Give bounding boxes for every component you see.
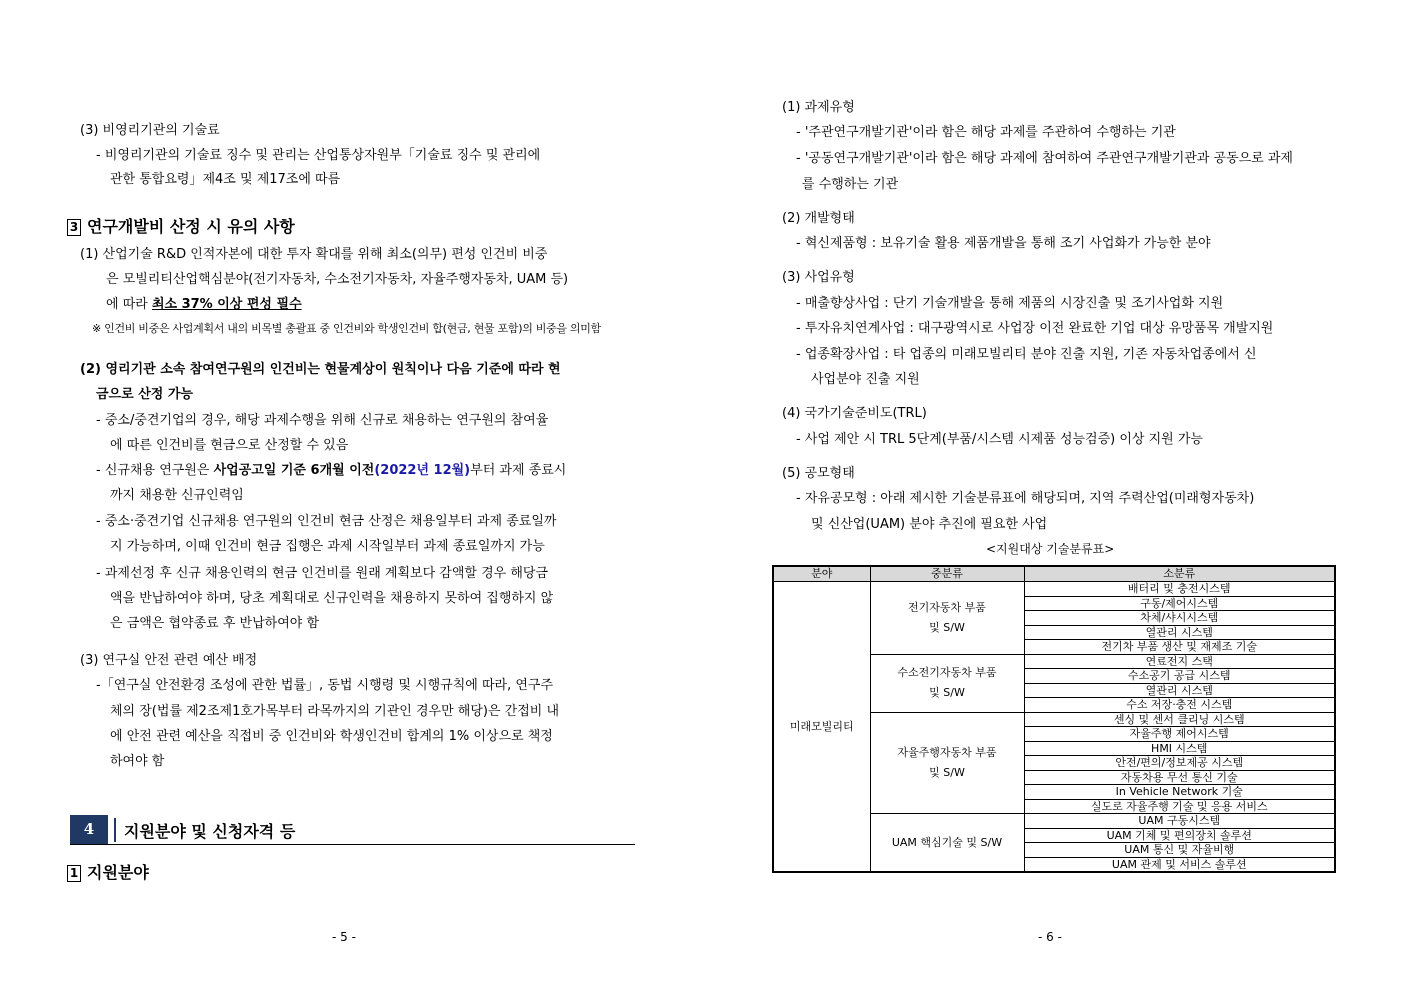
table-header-row: [773, 566, 1335, 582]
tech-classification-table: [772, 565, 1336, 873]
p2-c-1: - 중소·중견기업 신규채용 연구원의 인건비 현금 산정은 채용일부터 과제 종료일까: [96, 514, 557, 529]
p1-line-3-text: 에 따라: [106, 297, 148, 312]
sub-category-cell: 자율주행 제어시스템: [1024, 727, 1335, 742]
r3-line-4: 사업분야 진출 지원: [811, 372, 920, 387]
p3-line-2: 체의 장(법률 제2조제1호가목부터 라목까지의 기관인 경우만 해당)은 간접비 내: [110, 704, 560, 719]
sub-category-cell: UAM 관제 및 서비스 솔루션: [1024, 857, 1335, 872]
r4-line-1: - 사업 제안 시 TRL 5단계(부품/시스템 시제품 성능검증) 이상 지원 가능: [796, 432, 1203, 447]
header-sub: 소분류: [1024, 566, 1335, 582]
section-4-title: 지원분야 및 신청자격 등: [124, 822, 296, 841]
subsection-1-number: 1: [67, 865, 81, 882]
section-3-heading: [67, 218, 295, 236]
s3-line-2: 관한 통합요령」제4조 및 제17조에 따름: [110, 172, 341, 187]
table-row: [773, 582, 1335, 597]
p1-line-1: (1) 산업기술 R&D 인적자본에 대한 투자 확대를 위해 최소(의무) 편성 인건비 비중: [80, 247, 548, 262]
sub-category-cell: 센싱 및 센서 클리닝 시스템: [1024, 712, 1335, 727]
sub-category-cell: HMI 시스템: [1024, 741, 1335, 756]
sub-category-cell: 수소 저장·충전 시스템: [1024, 698, 1335, 713]
sub-category-cell: 전기차 부품 생산 및 재제조 기술: [1024, 640, 1335, 655]
s3-line-1: - 비영리기관의 기술료 징수 및 관리는 산업통상자원부「기술료 징수 및 관리에: [96, 148, 541, 163]
mid-category-line: 및 S/W: [929, 765, 965, 779]
p2-head-2: 금으로 산정 가능: [96, 387, 193, 402]
r1-line-2: - '공동연구개발기관'이라 함은 해당 과제에 참여하여 주관연구개발기관과 공동으로 과제: [796, 151, 1293, 166]
mid-category-cell: [870, 814, 1024, 873]
r3-head: (3) 사업유형: [782, 270, 855, 285]
sub-category-cell: 수소공기 공급 시스템: [1024, 669, 1335, 684]
sub-category-cell: 연료전지 스택: [1024, 654, 1335, 669]
mid-category-line: UAM 핵심기술 및 S/W: [891, 835, 1003, 849]
sub-category-cell: 배터리 및 충전시스템: [1024, 582, 1335, 597]
p2-a-1: - 중소/중견기업의 경우, 해당 과제수행을 위해 신규로 채용하는 연구원의 참여율: [96, 413, 549, 428]
r1-head: (1) 과제유형: [782, 100, 855, 115]
section-4-number: 4: [70, 815, 108, 844]
mid-category-line: 및 S/W: [929, 620, 965, 634]
r4-head: (4) 국가기술준비도(TRL): [782, 406, 927, 421]
page-number-left: - 5 -: [332, 930, 356, 944]
sub-category-cell: 자동차용 무선 통신 기술: [1024, 770, 1335, 785]
sub-category-cell: UAM 기체 및 편의장치 솔루션: [1024, 828, 1335, 843]
r2-line-1: - 혁신제품형 : 보유기술 활용 제품개발을 통해 조기 사업화가 가능한 분야: [796, 236, 1211, 251]
page-number-right: - 6 -: [1038, 930, 1062, 944]
p1-note: ※ 인건비 비중은 사업계획서 내의 비목별 총괄표 중 인건비와 학생인건비 합(현금, 현물 포함)의 비중을 의미함: [92, 322, 601, 335]
p2-b-2: 까지 채용한 신규인력임: [110, 488, 244, 503]
r5-head: (5) 공모형태: [782, 466, 855, 481]
p2-d-1: - 과제선정 후 신규 채용인력의 현금 인건비를 원래 계획보다 감액할 경우 해당금: [96, 566, 549, 581]
p2-d-2: 액을 반납하여야 하며, 당초 계획대로 신규인력을 채용하지 못하여 집행하지 않: [110, 591, 554, 606]
mid-category-line: 전기자동차 부품: [908, 600, 986, 614]
section-4-header: [70, 815, 635, 845]
header-mid: 중분류: [870, 566, 1024, 582]
p3-line-4: 하여야 함: [110, 754, 165, 769]
sub-category-cell: 차체/샤시시스템: [1024, 611, 1335, 626]
p1-emphasis: 최소 37% 이상 편성 필수: [151, 297, 302, 312]
r3-line-2: - 투자유치연계사업 : 대구광역시로 사업장 이전 완료한 기업 대상 유망품목 개발지원: [796, 321, 1274, 336]
sub-category-cell: 구동/제어시스템: [1024, 596, 1335, 611]
p1-line-2: 은 모빌리티산업핵심분야(전기자동차, 수소전기자동차, 자율주행자동차, UAM 등): [106, 272, 569, 287]
p2-c-2: 지 가능하며, 이때 인건비 현금 집행은 과제 시작일부터 과제 종료일까지 가능: [110, 539, 545, 554]
sub-category-cell: 열관리 시스템: [1024, 625, 1335, 640]
p2-b-1: [96, 462, 566, 480]
sub-category-cell: In Vehicle Network 기술: [1024, 785, 1335, 800]
p2-b-bold: 사업공고일 기준 6개월 이전: [213, 463, 375, 478]
p2-a-2: 에 따른 인건비를 현금으로 산정할 수 있음: [110, 438, 349, 453]
p2-d-3: 은 금액은 협약종료 후 반납하여야 함: [110, 616, 320, 631]
mid-category-line: 수소전기자동차 부품: [897, 666, 997, 679]
p3-line-3: 에 안전 관련 예산을 직접비 중 인건비와 학생인건비 합계의 1% 이상으로 책정: [110, 729, 553, 744]
table-caption: <지원대상 기술분류표>: [986, 542, 1115, 556]
section-3-title: 연구개발비 산정 시 유의 사항: [87, 217, 295, 236]
r2-head: (2) 개발형태: [782, 211, 855, 226]
sub-category-cell: 안전/편의/정보제공 시스템: [1024, 756, 1335, 771]
mid-category-cell: [870, 582, 1024, 655]
p1-line-3: [106, 296, 302, 314]
subsection-1-title: 지원분야: [87, 863, 149, 882]
sub-category-cell: 열관리 시스템: [1024, 683, 1335, 698]
field-cell: 미래모빌리티: [773, 582, 870, 873]
s3-heading: (3) 비영리기관의 기술료: [80, 123, 220, 138]
p2-head-1: (2) 영리기관 소속 참여연구원의 인건비는 현물계상이 원칙이나 다음 기준에 따라 현: [80, 362, 561, 377]
r3-line-1: - 매출향상사업 : 단기 기술개발을 통해 제품의 시장진출 및 조기사업화 지원: [796, 296, 1224, 311]
mid-category-line: 및 S/W: [929, 686, 965, 699]
r5-line-1: - 자유공모형 : 아래 제시한 기술분류표에 해당되며, 지역 주력산업(미래형자동차): [796, 491, 1255, 506]
sub-category-cell: 실도로 자율주행 기술 및 응용 서비스: [1024, 799, 1335, 814]
mid-category-cell: [870, 654, 1024, 712]
sub-category-cell: UAM 통신 및 자율비행: [1024, 843, 1335, 858]
r3-line-3: - 업종확장사업 : 타 업종의 미래모빌리티 분야 진출 지원, 기존 자동차업종에서 신: [796, 347, 1257, 362]
section-4-divider: [114, 818, 116, 842]
p2-b-blue: (2022년 12월): [374, 463, 471, 478]
section-3-number: 3: [67, 219, 81, 236]
r1-line-3: 를 수행하는 기관: [802, 177, 899, 192]
r5-line-2: 및 신산업(UAM) 분야 추진에 필요한 사업: [811, 517, 1048, 532]
sub-category-cell: UAM 구동시스템: [1024, 814, 1335, 829]
subsection-1-heading: [67, 864, 149, 882]
header-field: 분야: [773, 566, 870, 582]
mid-category-line: 자율주행자동차 부품: [897, 745, 997, 759]
p2-b-tail: 부터 과제 종료시: [470, 463, 567, 478]
mid-category-cell: [870, 712, 1024, 814]
r1-line-1: - '주관연구개발기관'이라 함은 해당 과제를 주관하여 수행하는 기관: [796, 125, 1176, 140]
p2-b-text: - 신규채용 연구원은: [96, 463, 210, 478]
p3-head: (3) 연구실 안전 관련 예산 배정: [80, 653, 258, 668]
p3-line-1: -「연구실 안전환경 조성에 관한 법률」, 동법 시행령 및 시행규칙에 따라, 연구주: [96, 678, 554, 693]
